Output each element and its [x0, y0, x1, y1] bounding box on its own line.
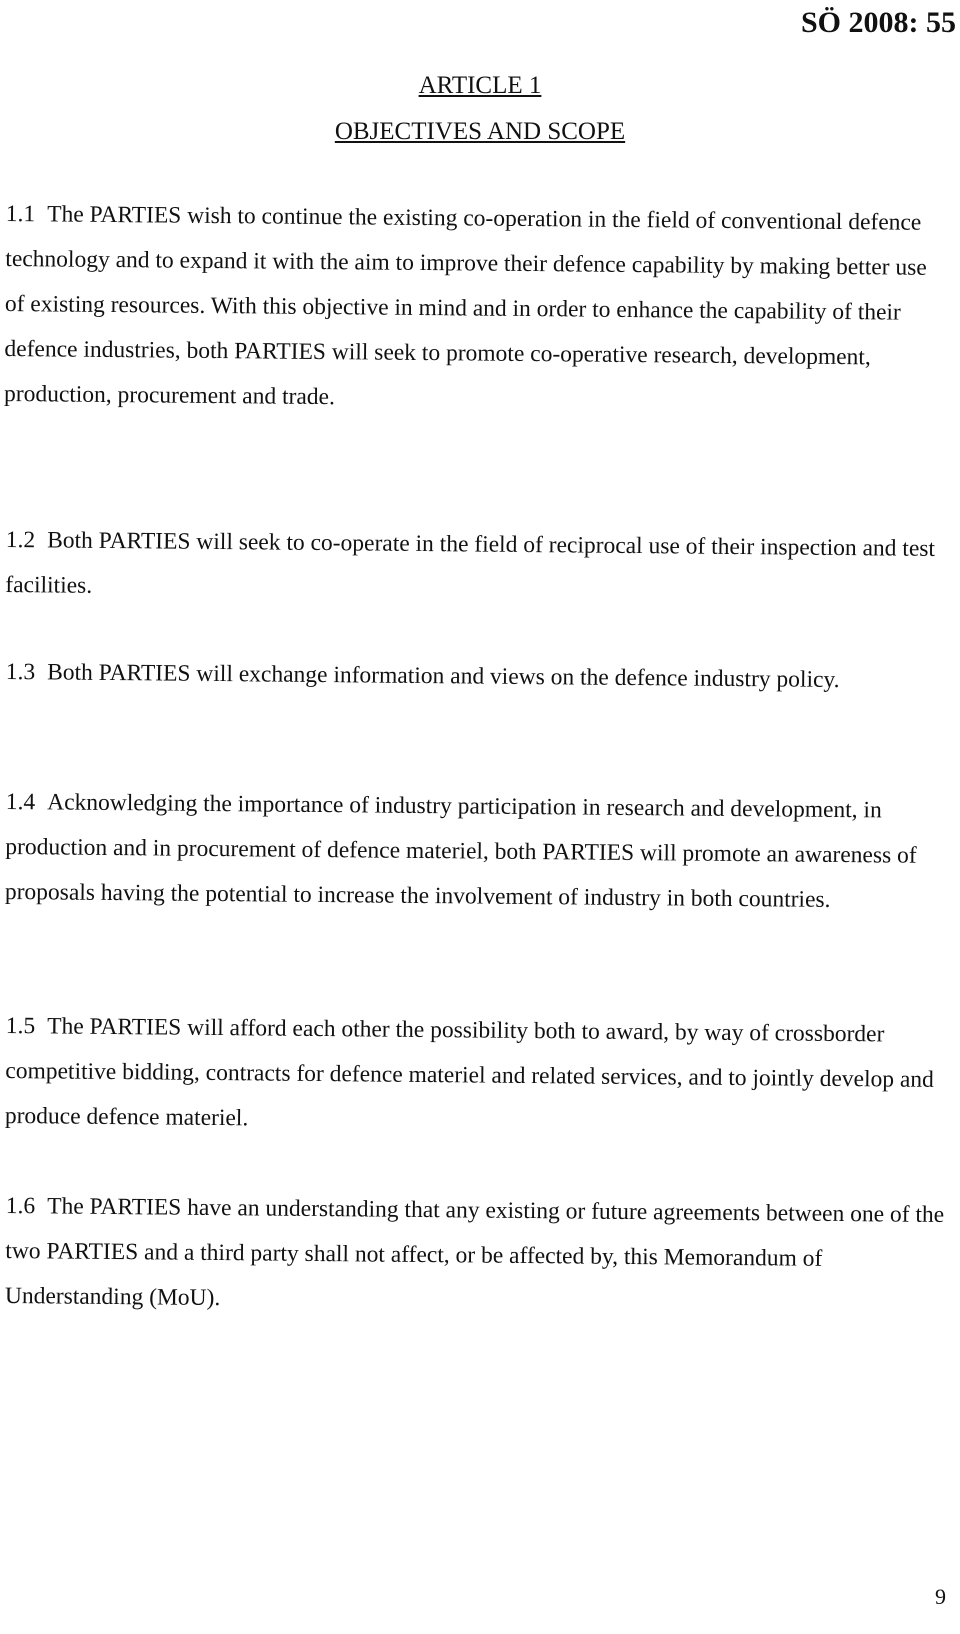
paragraph-text: The PARTIES will afford each other the possibility both to award, by way of crossborder competitive bidding, contracts for defence materiel and related services, and to jointly develop and produce defence materiel.: [4, 1013, 935, 1132]
paragraph-number: 1.5: [5, 1012, 36, 1040]
paragraph-text: The PARTIES have an understanding that any existing or future agreements between one of the two PARTIES and a third party shall not affect, or be affected by, this Memorandum of Understanding (MoU).: [4, 1193, 945, 1312]
page-number: 9: [935, 1584, 946, 1609]
document-reference: SÖ 2008: 55: [800, 6, 956, 39]
paragraph-1-3: [6, 650, 946, 704]
paragraph-text: Both PARTIES will exchange information and views on the defence industry policy.: [47, 659, 840, 694]
paragraph-number: 1.6: [5, 1192, 36, 1220]
paragraph-text: The PARTIES wish to continue the existing co-operation in the field of conventional defence technology and to expand it with the aim to improve their defence capability by making better use of existing resources. With this objective in mind and in order to enhance the capability of their defence industries, both PARTIES will seek to promote co-operative research, development, production, procurement and trade.: [3, 201, 927, 411]
article-subtitle: OBJECTIVES AND SCOPE: [334, 118, 626, 145]
paragraph-1-2: [5, 518, 946, 617]
paragraph-number: 1.1: [5, 200, 36, 228]
paragraph-text: Acknowledging the importance of industry participation in research and development, in production and in procurement of defence materiel, both PARTIES will promote an awareness of proposals having the potential to increase the involvement of industry in both countries.: [4, 789, 917, 913]
paragraph-1-5: [5, 1004, 946, 1148]
paragraph-1-6: [5, 1184, 946, 1328]
paragraph-number: 1.2: [5, 526, 36, 554]
paragraph-number: 1.4: [5, 788, 36, 816]
paragraph-1-1: [4, 192, 946, 426]
article-title: ARTICLE 1: [418, 72, 542, 99]
paragraph-1-4: [5, 780, 946, 924]
paragraph-text: Both PARTIES will seek to co-operate in the field of reciprocal use of their inspection and test facilities.: [5, 527, 936, 599]
paragraph-number: 1.3: [5, 658, 36, 686]
